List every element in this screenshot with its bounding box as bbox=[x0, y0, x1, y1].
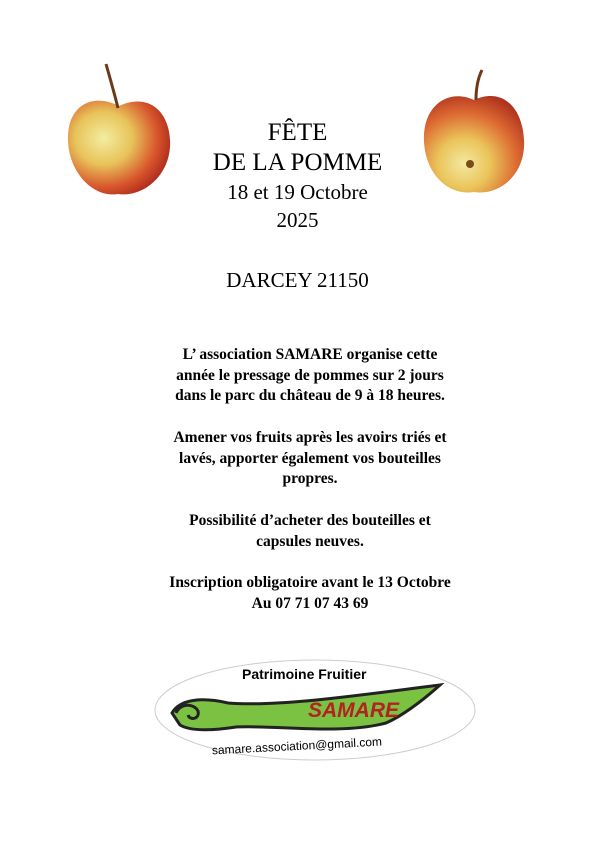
logo-name: SAMARE bbox=[308, 699, 400, 722]
text-line: année le pressage de pommes sur 2 jours bbox=[176, 366, 444, 384]
text-line: Inscription obligatoire avant le 13 Octobre bbox=[169, 574, 451, 591]
logo-email: samare.association@gmail.com bbox=[211, 734, 383, 758]
title-line-2: DE LA POMME bbox=[212, 149, 383, 176]
paragraph-instructions bbox=[140, 428, 480, 490]
paragraph-bottles bbox=[140, 511, 480, 552]
paragraph-association bbox=[140, 345, 480, 407]
text-line: capsules neuves. bbox=[256, 532, 364, 550]
logo-top-text: Patrimoine Fruitier bbox=[242, 666, 367, 682]
text-line: lavés, apporter également vos bouteilles bbox=[179, 449, 441, 467]
text-line: Amener vos fruits après les avoirs triés et bbox=[173, 429, 447, 446]
event-dates: 18 et 19 Octobre bbox=[227, 180, 368, 204]
event-place: DARCEY 21150 bbox=[226, 268, 369, 292]
event-year: 2025 bbox=[276, 208, 319, 232]
text-line: dans le parc du château de 9 à 18 heures. bbox=[175, 387, 445, 404]
text-line: propres. bbox=[282, 470, 338, 487]
phone-number: Au 07 71 07 43 69 bbox=[251, 594, 369, 612]
title-line-1: FÊTE bbox=[267, 119, 328, 146]
text-line: Possibilité d’acheter des bouteilles et bbox=[189, 512, 431, 529]
samare-logo bbox=[150, 655, 480, 765]
text-line: L’ association SAMARE organise cette bbox=[182, 346, 438, 363]
paragraph-registration bbox=[140, 573, 480, 614]
title-block bbox=[150, 118, 445, 234]
